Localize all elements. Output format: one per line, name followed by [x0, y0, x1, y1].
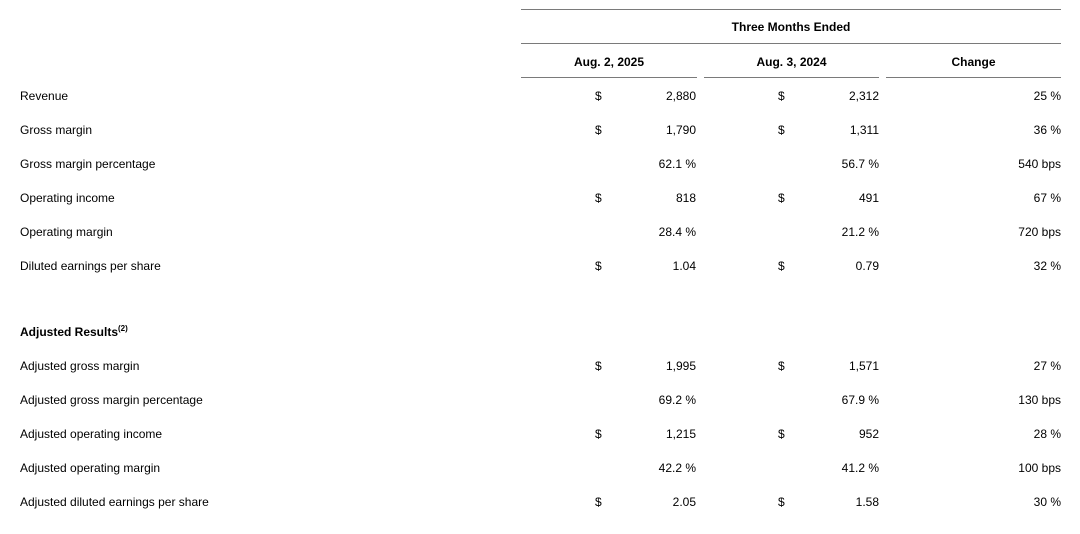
value-change: 130 bps [1018, 393, 1061, 407]
value-2025: 28.4 % [658, 225, 696, 239]
currency-2025: $ [595, 259, 602, 273]
table-row [0, 417, 1080, 451]
section-title-text: Adjusted Results [20, 325, 119, 339]
row-label: Revenue [20, 89, 69, 103]
currency-2025: $ [595, 359, 602, 373]
header-top-rule [521, 9, 1061, 10]
currency-2025: $ [595, 89, 602, 103]
currency-2024: $ [778, 427, 785, 441]
row-label: Diluted earnings per share [20, 259, 161, 273]
value-2025: 62.1 % [658, 157, 696, 171]
currency-2024: $ [778, 359, 785, 373]
row-label: Adjusted diluted earnings per share [20, 495, 209, 509]
value-2025: 1,790 [665, 123, 696, 137]
row-label: Gross margin [20, 123, 93, 137]
row-label: Operating margin [20, 225, 113, 239]
row-label: Adjusted gross margin [20, 359, 140, 373]
currency-2025: $ [595, 191, 602, 205]
value-change: 32 % [1033, 259, 1061, 273]
value-2024: 1,311 [849, 123, 879, 137]
currency-2025: $ [595, 123, 602, 137]
adjusted-section-header [0, 315, 1080, 349]
row-label: Operating income [20, 191, 115, 205]
row-label: Gross margin percentage [20, 157, 156, 171]
header-mid-rule [521, 43, 1061, 44]
period-title: Three Months Ended [731, 20, 851, 34]
currency-2024: $ [778, 259, 785, 273]
table-row [0, 147, 1080, 181]
table-row [0, 485, 1080, 519]
value-2025: 69.2 % [658, 393, 696, 407]
value-change: 67 % [1033, 191, 1061, 205]
currency-2024: $ [778, 191, 785, 205]
value-change: 100 bps [1018, 461, 1061, 475]
table-row [0, 349, 1080, 383]
value-change: 28 % [1033, 427, 1061, 441]
col-rule-change [886, 77, 1061, 78]
row-label: Adjusted gross margin percentage [20, 393, 203, 407]
footnote-marker: (2) [118, 324, 128, 333]
column-header-2025: Aug. 2, 2025 [573, 55, 645, 69]
value-change: 36 % [1033, 123, 1061, 137]
row-label: Adjusted operating income [20, 427, 163, 441]
section-title [20, 315, 128, 349]
currency-2025: $ [595, 427, 602, 441]
value-2024: 41.2 % [841, 461, 879, 475]
currency-2024: $ [778, 123, 785, 137]
value-2024: 21.2 % [841, 225, 879, 239]
column-header-change: Change [951, 55, 996, 69]
currency-2024: $ [778, 495, 785, 509]
currency-2024: $ [778, 89, 785, 103]
value-2025: 2.05 [672, 495, 696, 509]
table-row [0, 451, 1080, 485]
table-row [0, 79, 1080, 113]
table-row [0, 181, 1080, 215]
value-change: 540 bps [1018, 157, 1061, 171]
value-2024: 1.58 [855, 495, 879, 509]
value-2024: 952 [858, 427, 879, 441]
value-2025: 1,995 [665, 359, 696, 373]
value-2025: 42.2 % [658, 461, 696, 475]
value-2024: 0.79 [855, 259, 879, 273]
currency-2025: $ [595, 495, 602, 509]
value-2024: 2,312 [848, 89, 879, 103]
table-row [0, 249, 1080, 283]
value-2024: 491 [858, 191, 879, 205]
col-rule-2025 [521, 77, 697, 78]
value-change: 27 % [1033, 359, 1061, 373]
table-row [0, 215, 1080, 249]
value-2024: 67.9 % [841, 393, 879, 407]
value-2024: 56.7 % [841, 157, 879, 171]
row-label: Adjusted operating margin [20, 461, 161, 475]
table-row [0, 113, 1080, 147]
value-2024: 1,571 [848, 359, 879, 373]
table-row [0, 383, 1080, 417]
value-change: 25 % [1033, 89, 1061, 103]
value-2025: 1.04 [672, 259, 696, 273]
col-rule-2024 [704, 77, 879, 78]
value-2025: 818 [675, 191, 696, 205]
value-change: 720 bps [1018, 225, 1061, 239]
value-2025: 1,215 [665, 427, 696, 441]
column-header-2024: Aug. 3, 2024 [756, 55, 827, 69]
value-2025: 2,880 [665, 89, 696, 103]
value-change: 30 % [1033, 495, 1061, 509]
